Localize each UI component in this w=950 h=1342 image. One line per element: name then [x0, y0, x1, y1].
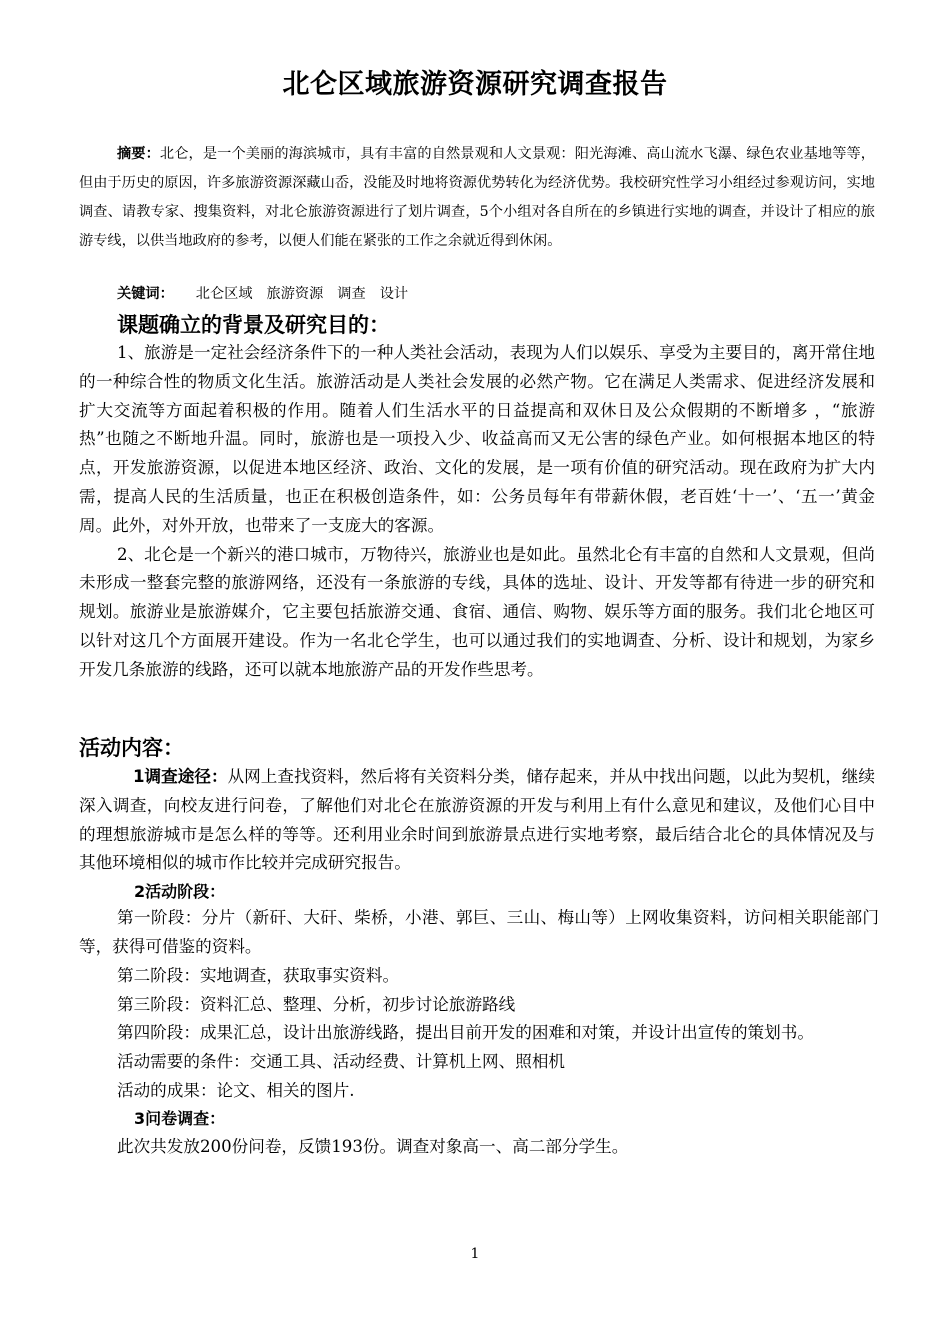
- background-section-body: [79, 339, 875, 685]
- activity-stages-label: 2活动阶段：: [134, 882, 226, 901]
- stage-4-line: 第四阶段：成果汇总，设计出旅游线路，提出目前开发的困难和对策，并设计出宣传的策划书。: [117, 1023, 814, 1042]
- stage-2-line: 第二阶段：实地调查，获取事实资料。: [117, 966, 400, 985]
- survey-method-text-block: [79, 763, 875, 878]
- conditions-line: 活动需要的条件：交通工具、活动经费、计算机上网、照相机: [117, 1052, 566, 1071]
- keyword-item: 设计: [379, 286, 409, 302]
- survey-method-text: 从网上查找资料，然后将有关资料分类，储存起来，并从中找出问题，以此为契机，继续深入调查，向校友进行问卷，了解他们对北仑在旅游资源的开发与利用上有什么意见和建议，及他们心目中的理想旅游城市是怎么样的等等。还利用业余时间到旅游景点进行实地考察，最后结合北仑的具体情况及与其他环境相似的城市作比较并完成研究报告。: [79, 767, 875, 873]
- results-line: 活动的成果：论文、相关的图片.: [117, 1081, 355, 1100]
- stage-3-line: 第三阶段：资料汇总、整理、分析，初步讨论旅游路线: [117, 995, 516, 1014]
- stage-1-paragraph: 第一阶段：分片（新矸、大矸、柴桥，小港、郭巨、三山、梅山等）上网收集资料，访问相关职能部门等，获得可借鉴的资料。: [79, 908, 879, 956]
- abstract-paragraph: [79, 140, 875, 256]
- abstract-text: 北仑，是一个美丽的海滨城市，具有丰富的自然景观和人文景观：阳光海滩、高山流水飞瀑、绿色农业基地等等，但由于历史的原因，许多旅游资源深藏山岙，没能及时地将资源优势转化为经济优势。我校研究性学习小组经过参观访问，实地调查、请教专家、搜集资料，对北仑旅游资源进行了划片调查，5个小组对各自所在的乡镇进行实地的调查，并设计了相应的旅游专线，以供当地政府的参考，以便人们能在紧张的工作之余就近得到休闲。: [79, 146, 875, 249]
- background-paragraph-2: 2、北仑是一个新兴的港口城市，万物待兴，旅游业也是如此。虽然北仑有丰富的自然和人文景观，但尚未形成一整套完整的旅游网络，还没有一条旅游的专线，具体的选址、设计、开发等都有待进一步的研究和规划。旅游业是旅游媒介，它主要包括旅游交通、食宿、通信、购物、娱乐等方面的服务。我们北仑地区可以针对这几个方面展开建设。作为一名北仑学生，也可以通过我们的实地调查、分析、设计和规划，为家乡开发几条旅游的线路，还可以就本地旅游产品的开发作些思考。: [79, 544, 875, 679]
- keyword-item: 北仑区域: [195, 286, 253, 302]
- keywords-label: 关键词：: [117, 286, 174, 302]
- document-title: 北仑区域旅游资源研究调查报告: [282, 69, 668, 100]
- page-number: 1: [470, 1246, 480, 1262]
- background-paragraph-1: 1、旅游是一定社会经济条件下的一种人类社会活动，表现为人们以娱乐、享受为主要目的，离开常住地的一种综合性的物质文化生活。旅游活动是人类社会发展的必然产物。它在满足人类需求、促进经济发展和扩大交流等方面起着积极的作用。随着人们生活水平的日益提高和双休日及公众假期的不断增多 ，“旅游热”也随之不断地升温。同时，旅游也是一项投入少、收益高而又无公害的绿色产业。如何根据本地区的特点，开发旅游资源，以促进本地区经济、政治、文化的发展，是一项有价值的研究活动。现在政府为扩大内需，提高人民的生活质量，也正在积极创造条件，如：公务员每年有带薪休假，老百姓‘十一’、‘五一’黄金周。此外，对外开放，也带来了一支庞大的客源。: [79, 343, 875, 535]
- section-heading-activities: 活动内容：: [79, 736, 184, 760]
- questionnaire-line: 此次共发放200份问卷，反馈193份。调查对象高一、高二部分学生。: [117, 1137, 629, 1156]
- questionnaire-label: 3问卷调查：: [134, 1109, 226, 1128]
- keyword-item: 调查: [337, 286, 366, 302]
- section-heading-background: 课题确立的背景及研究目的：: [117, 313, 390, 337]
- keyword-item: 旅游资源: [266, 286, 324, 302]
- keywords-line: [117, 283, 422, 305]
- survey-method-paragraph: [79, 763, 875, 878]
- abstract-label: 摘要：: [117, 146, 160, 162]
- survey-method-label: 1调查途径：: [133, 767, 228, 786]
